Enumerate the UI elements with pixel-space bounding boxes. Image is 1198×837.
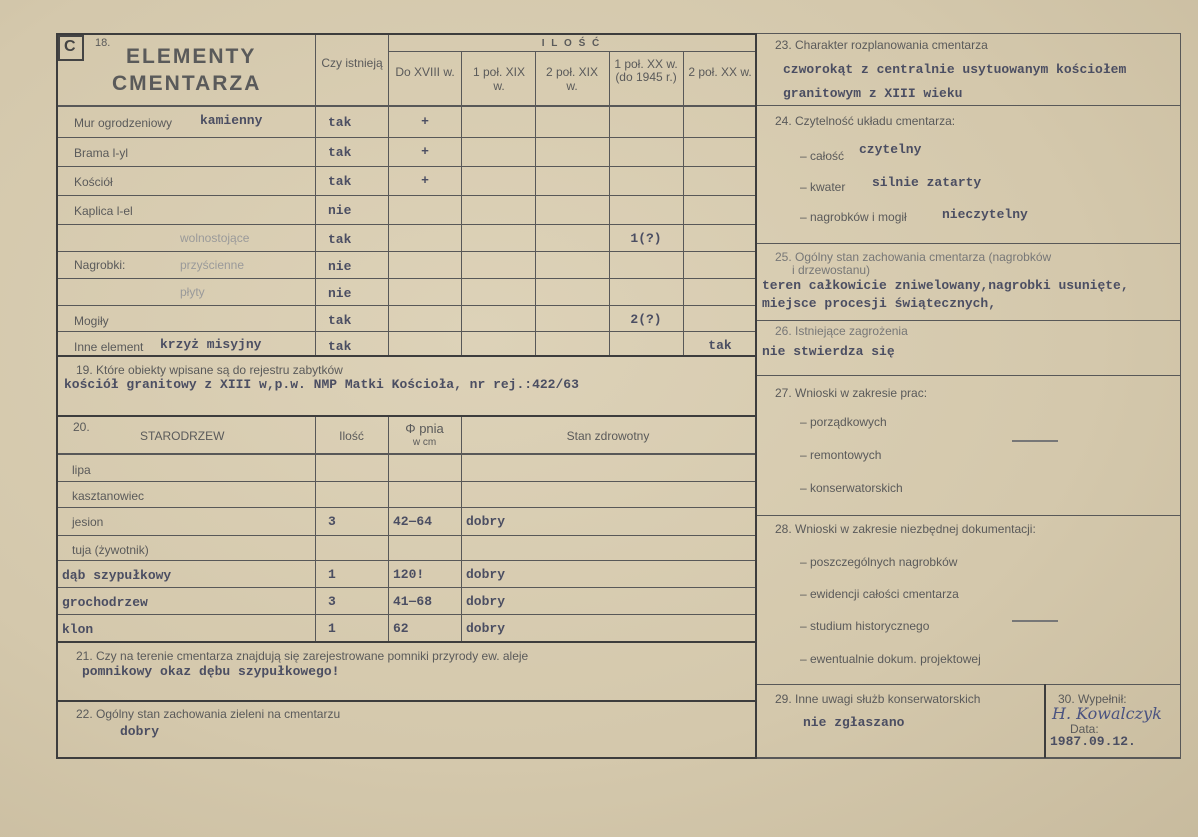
section-18-number: 18. [95,37,111,49]
stan-zdrowotny-header: Stan zdrowotny [566,429,650,443]
section-18-title-2: CMENTARZA [112,72,262,95]
tree-size: 42‒64 [393,514,433,529]
section-24-item-value-0: czytelny [859,142,922,157]
rule [757,684,1181,685]
section-30-label: 30. Wypełnił: [1058,692,1127,706]
rule [683,51,684,355]
tree-qty: 1 [328,567,336,582]
section-27-item-1: – remontowych [800,448,882,462]
element-value: krzyż misyjny [160,337,262,352]
rule [461,51,462,355]
rule [757,320,1181,321]
element-label: Kaplica l-el [74,204,133,218]
section-30-date: 1987.09.12. [1050,734,1136,749]
rule [755,33,757,758]
section-22-label: 22. Ogólny stan zachowania zieleni na cmentarzu [76,707,341,721]
section-24-item-label-0: – całość [800,149,845,163]
starodrzew-header: STARODRZEW [140,429,225,443]
rule [388,417,389,641]
element-label: Kościół [74,175,113,189]
czy-istnieja-value: nie [328,286,352,301]
rule [58,560,755,561]
section-27-item-0: – porządkowych [800,415,887,429]
tree-state: dobry [466,621,506,636]
rule [609,51,610,355]
section-24-item-value-2: nieczytelny [942,207,1028,222]
rule [58,415,755,417]
element-label: Brama l-yl [74,146,129,160]
rule [58,137,755,138]
dash-mark [1012,440,1058,442]
czy-istnieja-value: tak [328,232,352,247]
rule [535,51,536,355]
rule [58,587,755,588]
rule [58,614,755,615]
ilosc-header: I L O Ś Ć [541,38,602,49]
czy-istnieja-value: tak [328,115,352,130]
section-25-value-1: teren całkowicie zniwelowany,nagrobki usunięte, [762,278,1129,293]
section-19-label: 19. Które obiekty wpisane są do rejestru zabytków [76,363,343,377]
rule [1044,684,1046,758]
pnia-header-1: Φ pnia [405,421,444,436]
czy-istnieja-value: tak [328,174,352,189]
section-24-label: 24. Czytelność układu cmentarza: [775,114,956,128]
element-label: Inne element [74,340,144,354]
rule [757,375,1181,376]
section-letter: C [64,38,76,55]
section-25-label-2: i drzewostanu) [792,263,871,277]
element-label: Mur ogrodzeniowy [74,116,173,130]
tree-name: grochodrzew [62,595,148,610]
section-28-item-0: – poszczególnych nagrobków [800,555,958,569]
rule [58,641,755,643]
section-22-value: dobry [120,724,160,739]
rule [58,195,755,196]
section-24-item-label-2: – nagrobków i mogił [800,210,907,224]
section-27-item-2: – konserwatorskich [800,481,903,495]
section-19-value: kościół granitowy z XIII w,p.w. NMP Matki Kościoła, nr rej.:422/63 [64,377,579,392]
rule [56,33,58,758]
rule [58,331,755,332]
rule [58,251,755,252]
section-28-item-2: – studium historycznego [800,619,930,633]
section-28-item-1: – ewidencji całości cmentarza [800,587,959,601]
col-header-3: 1 poł. XX w. (do 1945 r.) [614,57,678,84]
section-25-label-1: 25. Ogólny stan zachowania cmentarza (nagrobków [775,250,1052,264]
element-label: Mogiły [74,314,109,328]
tree-name: tuja (żywotnik) [72,543,149,557]
tree-size: 120! [393,567,425,582]
rule [56,757,757,759]
section-23-value-1: czworokąt z centralnie usytuowanym kościołem [783,62,1127,77]
tree-name: lipa [72,463,91,477]
rule [757,515,1181,516]
col-header-0: Do XVIII w. [395,65,455,79]
czy-istnieja-value: tak [328,145,352,160]
tree-state: dobry [466,594,506,609]
section-23-value-2: granitowym z XIII wieku [783,86,963,101]
col-header-4: 2 poł. XX w. [688,65,752,79]
period-mark: + [421,144,429,159]
czy-istnieja-value: tak [328,313,352,328]
rule [58,700,755,702]
rule [58,305,755,306]
tree-name: jesion [72,515,104,529]
nagrobki-sub-label: przyścienne [180,258,245,272]
section-28-label: 28. Wnioski w zakresie niezbędnej dokumentacji: [775,522,1036,536]
rule [56,33,756,35]
tree-size: 41‒68 [393,594,433,609]
section-21-value: pomnikowy okaz dębu szypułkowego! [82,664,340,679]
rule [58,453,755,455]
rule [757,757,1181,759]
signature: H. Kowalczyk [1052,704,1162,723]
col-header-2: 2 poł. XIX w. [545,65,599,93]
period-mark: + [421,114,429,129]
tree-qty: 1 [328,621,336,636]
rule [58,355,755,357]
tree-name: klon [62,622,94,637]
element-value: kamienny [200,113,263,128]
nagrobki-sub-label: płyty [180,285,205,299]
rule [1180,33,1181,758]
section-30-data-label: Data: [1070,722,1099,736]
rule [58,507,755,508]
tree-qty: 3 [328,514,336,529]
tree-state: dobry [466,567,506,582]
section-24-item-value-1: silnie zatarty [872,175,982,190]
rule [58,166,755,167]
tree-name: kasztanowiec [72,489,145,503]
rule [757,105,1181,106]
section-26-value: nie stwierdza się [762,344,895,359]
czy-istnieja-value: nie [328,259,352,274]
rule [757,33,1181,34]
section-24-item-label-1: – kwater [800,180,846,194]
rule [461,417,462,641]
pnia-header-2: w cm [412,437,437,448]
section-28-item-3: – ewentualnie dokum. projektowej [800,652,981,666]
czy-istnieja-value: tak [328,339,352,354]
period-mark: 1(?) [630,231,662,246]
czy-istnieja-value: nie [328,203,352,218]
section-23-label: 23. Charakter rozplanowania cmentarza [775,38,988,52]
dash-mark [1012,620,1058,622]
rule [58,481,755,482]
tree-state: dobry [466,514,506,529]
section-27-label: 27. Wnioski w zakresie prac: [775,386,928,400]
section-20-number: 20. [73,420,90,434]
rule [58,105,755,107]
tree-qty: 3 [328,594,336,609]
section-25-value-2: miejsce procesji świątecznych, [762,296,997,311]
tree-size: 62 [393,621,409,636]
rule [757,243,1181,244]
ilosc-trees-header: Ilość [339,429,364,443]
section-29-label: 29. Inne uwagi służb konserwatorskich [775,692,981,706]
czy-istnieja-header: Czy istnieją [321,56,383,70]
section-29-value: nie zgłaszano [803,715,905,730]
rule [315,417,316,641]
period-mark: 2(?) [630,312,662,327]
section-26-label: 26. Istniejące zagrożenia [775,324,908,338]
nagrobki-sub-label: wolnostojące [180,231,250,245]
rule [58,224,755,225]
rule [58,278,755,279]
rule [58,535,755,536]
col-header-1: 1 poł. XIX w. [472,65,526,93]
rule [388,51,755,52]
nagrobki-label: Nagrobki: [74,258,126,272]
section-21-label: 21. Czy na terenie cmentarza znajdują się zarejestrowane pomniki przyrody ew. aleje [76,649,529,663]
period-mark: tak [708,338,732,353]
period-mark: + [421,173,429,188]
tree-name: dąb szypułkowy [62,568,172,583]
section-18-title-1: ELEMENTY [126,45,257,68]
